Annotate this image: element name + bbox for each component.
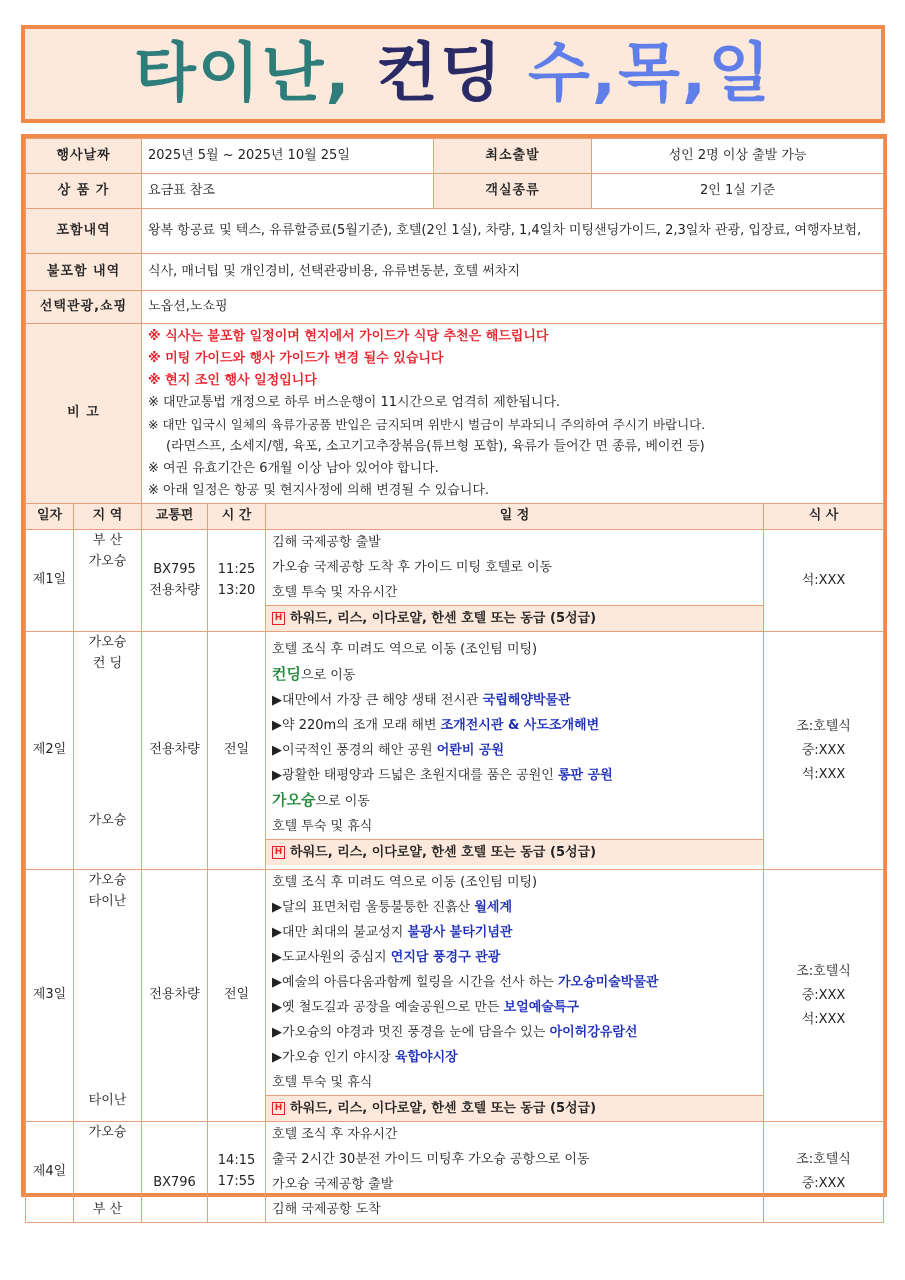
bullet-text: ▶대만 최대의 불교성지	[272, 925, 404, 940]
remark-item: ※ 여권 유효기간은 6개월 이상 남아 있어야 합니다.	[148, 460, 439, 476]
day-label: 제3일	[26, 870, 74, 1122]
highlight-place: 월세계	[474, 900, 513, 915]
optional-tour-value: 노옵션,노쇼핑	[142, 291, 884, 324]
hotel-line	[266, 839, 763, 865]
remark-item: ※ 현지 조인 행사 일정입니다	[148, 372, 317, 388]
optional-tour-label: 선택관광,쇼핑	[26, 291, 142, 324]
room-type-value: 2인 1실 기준	[592, 174, 884, 209]
meal: 석:XXX	[801, 1011, 846, 1027]
bullet-text: ▶가오슝 인기 야시장	[272, 1050, 391, 1065]
bullet-text: ▶옛 철도길과 공장을 예술공원으로 만든	[272, 1000, 500, 1015]
day-row	[26, 1122, 884, 1223]
day-label: 제1일	[26, 530, 74, 632]
remarks-list	[142, 324, 884, 504]
included-label: 포함내역	[26, 209, 142, 254]
meal: 중:XXX	[801, 987, 846, 1003]
day-meals	[764, 1122, 884, 1223]
region: 가오슝	[88, 635, 127, 650]
transport: BX796	[153, 1174, 196, 1190]
transport: 전용차량	[142, 632, 208, 870]
transport: 전용차량	[142, 870, 208, 1122]
transport: 전용차량	[149, 582, 200, 598]
hotel-name: 하워드, 리스, 이다로얄, 한센 호텔 또는 동급 (5성급)	[290, 844, 597, 860]
day-meals	[764, 530, 884, 632]
remark-item: ※ 식사는 불포함 일정이며 현지에서 가이드가 식당 추천은 해드립니다	[148, 328, 549, 344]
bullet-text: ▶약 220m의 조개 모래 해변	[272, 717, 437, 733]
time: 전일	[208, 632, 266, 870]
header-region: 지 역	[74, 504, 142, 530]
itinerary-line: 호텔 조식 후 미려도 역으로 이동 (조인팀 미팅)	[272, 641, 538, 657]
region: 가오슝	[88, 1125, 127, 1140]
itinerary-line: 가오슝 국제공항 출발	[272, 1177, 394, 1192]
day-itinerary	[266, 530, 764, 632]
itinerary-line	[266, 738, 763, 763]
day-row	[26, 530, 884, 632]
region: 부 산	[92, 1202, 123, 1218]
day-regions	[74, 530, 142, 632]
place-kenting: 컨딩	[272, 664, 301, 683]
day-meals	[764, 870, 884, 1122]
title-part-tainan: 타이난,	[133, 37, 352, 111]
time: 전일	[208, 870, 266, 1122]
meal: 중:XXX	[801, 742, 846, 758]
bullet-text: ▶달의 표면처럼 울퉁불퉁한 진흙산	[272, 900, 471, 915]
itinerary-line	[266, 713, 763, 738]
hotel-icon: H	[272, 612, 285, 625]
region: 가오슝	[88, 873, 127, 888]
region: 타이난	[88, 1093, 127, 1109]
region: 가오슝	[88, 553, 127, 569]
region: 가오슝	[88, 813, 127, 829]
highlight-place: 육합야시장	[394, 1050, 458, 1065]
highlight-place: 연지담 풍경구 관광	[390, 950, 501, 965]
itinerary-line	[266, 1045, 763, 1070]
region: 타이난	[88, 893, 127, 909]
time: 14:15	[217, 1153, 256, 1169]
excluded-label: 불포함 내역	[26, 254, 142, 291]
meal: 석:XXX	[801, 766, 846, 782]
itinerary-line	[266, 920, 763, 945]
highlight-place: 조개전시관 & 사도조개해변	[440, 717, 600, 733]
date-value: 2025년 5월 ~ 2025년 10월 25일	[142, 139, 434, 174]
meal: 조:호텔식	[796, 718, 851, 734]
remark-item: ※ 대만 입국시 일체의 육류가공품 반입은 금지되며 위반시 벌금이 부과되니 주의하여 주시기 바랍니다.	[148, 416, 706, 432]
itinerary-line: 호텔 조식 후 미려도 역으로 이동 (조인팀 미팅)	[272, 875, 538, 890]
itinerary-line	[266, 945, 763, 970]
day-transports	[142, 530, 208, 632]
schedule-header	[26, 504, 884, 530]
hotel-icon: H	[272, 846, 285, 859]
title-part-kenting: 컨딩	[376, 37, 504, 111]
header-day: 일자	[26, 504, 74, 530]
time: 11:25	[217, 561, 256, 577]
bullet-text: ▶예술의 아름다움과함께 힐링을 시간을 선사 하는	[272, 975, 554, 990]
itinerary-line: 출국 2시간 30분전 가이드 미팅후 가오슝 공항으로 이동	[272, 1152, 590, 1167]
bullet-text: ▶광활한 태평양과 드넓은 초원지대를 품은 공원인	[272, 767, 554, 783]
itinerary-line: 김해 국제공항 출발	[272, 535, 381, 550]
price-value: 요금표 참조	[142, 174, 434, 209]
meal: 중:XXX	[801, 1176, 846, 1191]
title-banner	[21, 25, 885, 123]
meal: 석:XXX	[801, 572, 846, 588]
included-value: 왕복 항공료 및 텍스, 유류할증료(5월기준), 호텔(2인 1실), 차량, 1,4일차 미팅샌딩가이드, 2,3일차 관광, 입장료, 여행자보험,	[142, 209, 884, 254]
itinerary-line: 호텔 투숙 및 자유시간	[272, 585, 398, 600]
day-times	[208, 530, 266, 632]
min-departure-value: 성인 2명 이상 출발 가능	[592, 139, 884, 174]
page-title	[133, 37, 773, 111]
itinerary-line	[266, 895, 763, 920]
move-suffix: 으로 이동	[315, 793, 370, 809]
bullet-text: ▶가오슝의 야경과 멋진 풍경을 눈에 담을수 있는	[272, 1025, 546, 1040]
time: 13:20	[217, 582, 256, 598]
header-time: 시 간	[208, 504, 266, 530]
min-departure-label: 최소출발	[434, 139, 592, 174]
itinerary-line: 김해 국제공항 도착	[272, 1202, 381, 1217]
bullet-text: ▶대만에서 가장 큰 해양 생태 전시관	[272, 692, 479, 708]
header-transport: 교통편	[142, 504, 208, 530]
itinerary-line: 가오슝 국제공항 도착 후 가이드 미팅 호텔로 이동	[272, 560, 553, 575]
day-meals	[764, 632, 884, 870]
room-type-label: 객실종류	[434, 174, 592, 209]
day-times	[208, 1122, 266, 1223]
itinerary-line	[266, 662, 763, 688]
hotel-name: 하워드, 리스, 이다로얄, 한센 호텔 또는 동급 (5성급)	[290, 611, 597, 626]
itinerary-line	[266, 688, 763, 713]
itinerary-line	[266, 995, 763, 1020]
transport: BX795	[153, 561, 196, 577]
itinerary-line	[266, 763, 763, 788]
day-label: 제2일	[26, 632, 74, 870]
title-part-days: 수,목,일	[527, 37, 773, 111]
day-regions	[74, 632, 142, 870]
header-itinerary: 일 정	[266, 504, 764, 530]
highlight-place: 국립해양박물관	[482, 692, 571, 708]
remark-item: ※ 대만교통법 개정으로 하루 버스운행이 11시간으로 엄격히 제한됩니다.	[148, 394, 561, 410]
day-regions	[74, 1122, 142, 1223]
day-transports	[142, 1122, 208, 1223]
region: 컨 딩	[92, 655, 123, 671]
itinerary-line	[266, 1020, 763, 1045]
day-row	[26, 632, 884, 870]
remarks-label: 비 고	[26, 324, 142, 504]
schedule-frame	[21, 134, 887, 1218]
itinerary-line: 호텔 투숙 및 휴식	[272, 818, 373, 834]
date-label: 행사날짜	[26, 139, 142, 174]
highlight-place: 불광사 불타기념관	[407, 925, 513, 940]
itinerary-line: 호텔 조식 후 자유시간	[272, 1127, 398, 1142]
meal: 조:호텔식	[796, 1152, 851, 1167]
day-regions	[74, 870, 142, 1122]
highlight-place: 아이허강유람선	[549, 1025, 638, 1040]
highlight-place: 보얼예술특구	[503, 1000, 579, 1015]
itinerary-line	[266, 970, 763, 995]
remark-item: ※ 아래 일정은 항공 및 현지사정에 의해 변경될 수 있습니다.	[148, 482, 490, 498]
time: 17:55	[217, 1174, 256, 1189]
bullet-text: ▶도교사원의 중심지	[272, 950, 387, 965]
hotel-line	[266, 1095, 763, 1121]
highlight-place: 가오슝미술박물관	[557, 975, 659, 990]
remark-item: ※ 미팅 가이드와 행사 가이드가 변경 될수 있습니다	[148, 350, 444, 366]
itinerary-table	[25, 138, 884, 1223]
day-itinerary	[266, 1122, 764, 1223]
itinerary-line	[266, 788, 763, 814]
region: 부 산	[92, 533, 123, 548]
remark-item: (라면스프, 소세지/햄, 육포, 소고기고추장볶음(튜브형 포함), 육류가 들어간 면 종류, 베이컨 등)	[166, 438, 705, 454]
move-suffix: 으로 이동	[301, 667, 356, 683]
meal: 조:호텔식	[796, 963, 851, 979]
hotel-name: 하워드, 리스, 이다로얄, 한센 호텔 또는 동급 (5성급)	[290, 1101, 597, 1116]
day-itinerary	[266, 870, 764, 1122]
day-itinerary	[266, 632, 764, 870]
day-row	[26, 870, 884, 1122]
day-label: 제4일	[26, 1122, 74, 1223]
place-kaohsiung: 가오슝	[272, 790, 316, 809]
hotel-icon: H	[272, 1102, 285, 1115]
price-label: 상 품 가	[26, 174, 142, 209]
header-meal: 식 사	[764, 504, 884, 530]
highlight-place: 롱판 공원	[557, 767, 613, 783]
hotel-line	[266, 605, 763, 631]
excluded-value: 식사, 매너팁 및 개인경비, 선택관광비용, 유류변동분, 호텔 써차지	[142, 254, 884, 291]
highlight-place: 어롼비 공원	[436, 742, 505, 758]
itinerary-line: 호텔 투숙 및 휴식	[272, 1075, 373, 1090]
bullet-text: ▶이국적인 풍경의 해안 공원	[272, 742, 433, 758]
